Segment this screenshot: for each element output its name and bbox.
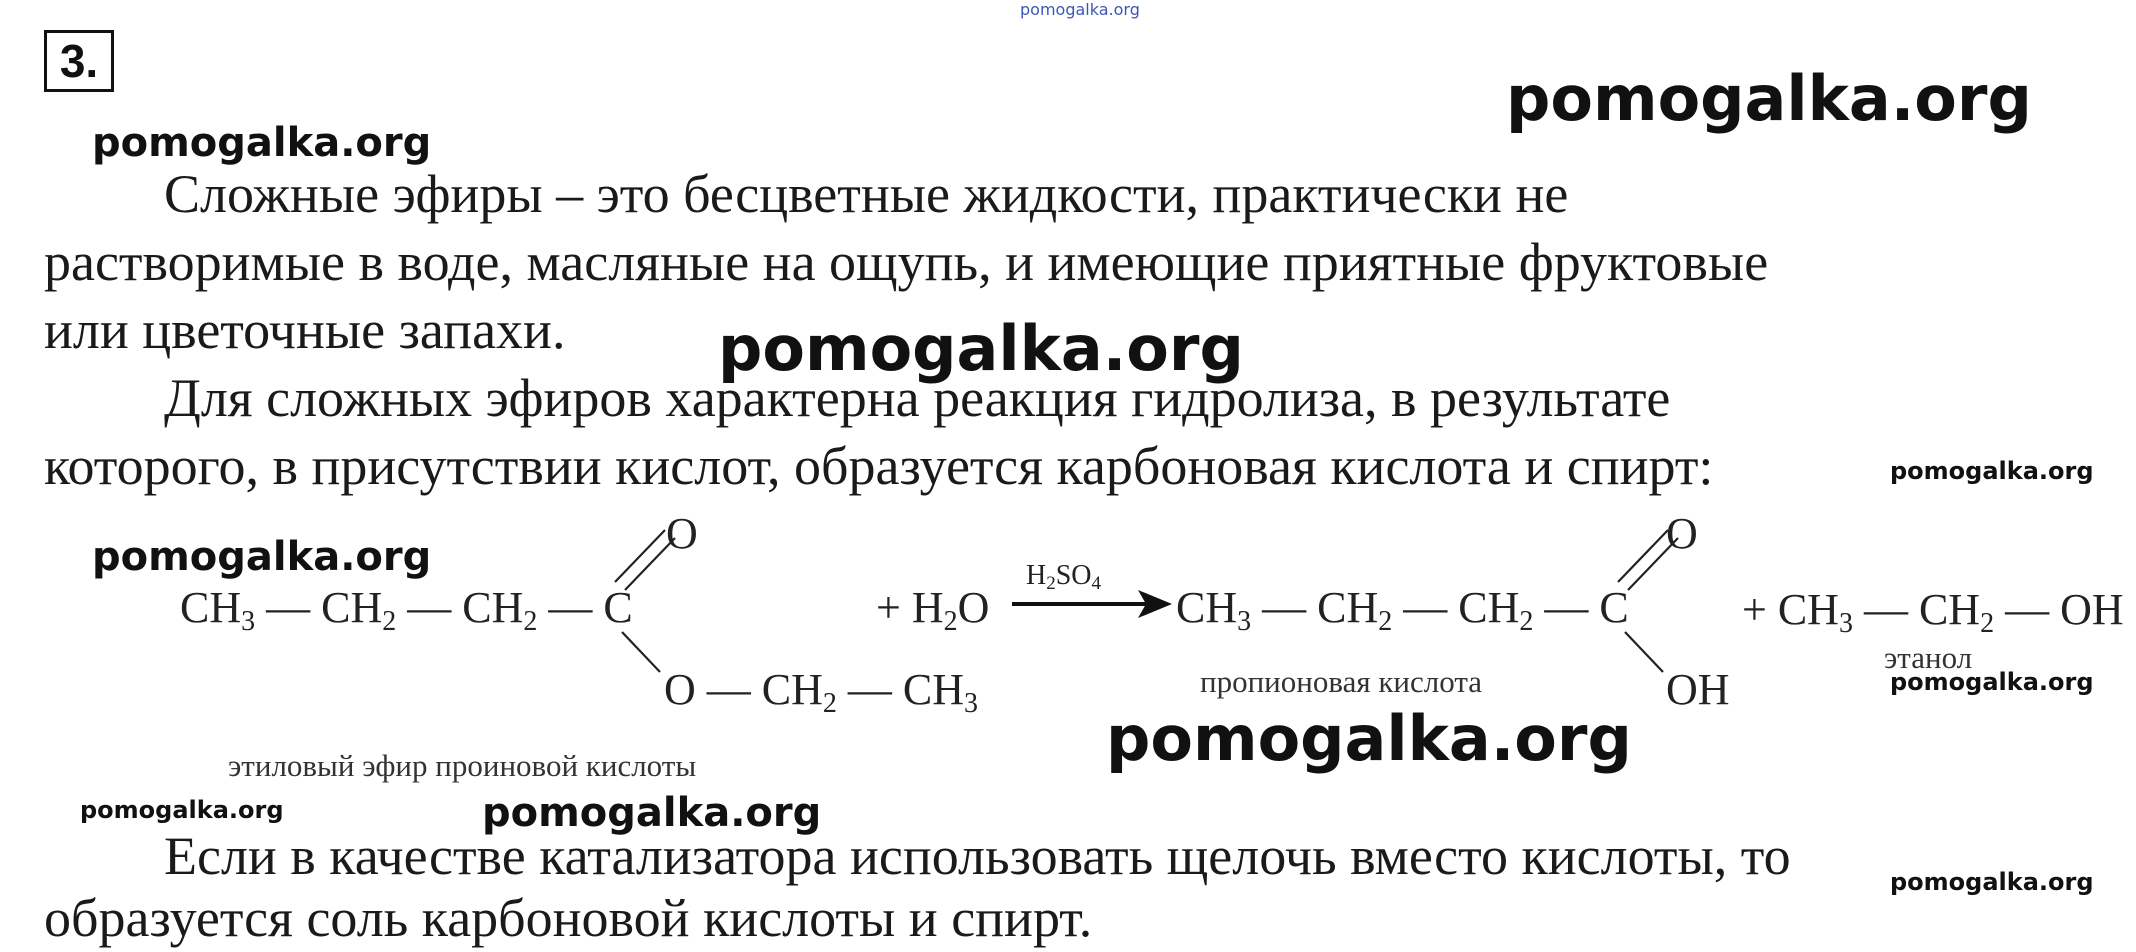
label-ester: этиловый эфир проиновой кислоты <box>228 748 697 783</box>
watermark-center-bottom: pomogalka.org <box>482 790 822 836</box>
watermark-right-1: pomogalka.org <box>1890 457 2094 485</box>
label-ethanol: этанол <box>1884 640 1973 675</box>
reactant-ester-group: O — $CH_2$ — $CH_3$ <box>664 665 979 719</box>
paragraph-3-line-1: Если в качестве катализатора использовать щелочь вместо кислоты, то <box>164 826 1791 886</box>
product-single-bond <box>1625 632 1663 672</box>
reactant-single-bond <box>622 632 660 672</box>
watermark-left-2: pomogalka.org <box>92 534 432 580</box>
watermark-large-top-right: pomogalka.org <box>1506 62 2032 135</box>
paragraph-3-line-2: образуется соль карбоновой кислоты и спирт. <box>44 888 1093 948</box>
watermark-right-2: pomogalka.org <box>1890 668 2094 696</box>
catalyst-label: $H_2SO_4$ <box>1026 560 1102 594</box>
reactant-main-chain: $CH_3$ — $CH_2$ — $CH_2$ — C <box>180 583 633 637</box>
paragraph-2-line-1: Для сложных эфиров характерна реакция гидролиза, в результате <box>164 368 1671 428</box>
second-product: + $CH_3$ — $CH_2$ — OH <box>1742 585 2124 639</box>
watermark-right-3: pomogalka.org <box>1890 868 2094 896</box>
paragraph-1-line-3: или цветочные запахи. <box>44 300 566 360</box>
product-carbonyl-oxygen: O <box>1666 509 1698 558</box>
reactant-carbonyl-oxygen: O <box>666 509 698 558</box>
watermark-left-3: pomogalka.org <box>80 796 284 824</box>
problem-number: 3. <box>44 30 114 92</box>
paragraph-1-line-1: Сложные эфиры – это бесцветные жидкости, практически не <box>164 164 1569 224</box>
product-hydroxyl: OH <box>1666 665 1730 714</box>
watermark-top: pomogalka.org <box>1020 0 1140 19</box>
paragraph-2-line-2: которого, в присутствии кислот, образуется карбоновая кислота и спирт: <box>44 436 1714 496</box>
watermark-large-center: pomogalka.org <box>718 312 1244 385</box>
paragraph-1-line-2: растворимые в воде, масляные на ощупь, и имеющие приятные фруктовые <box>44 232 1769 292</box>
label-propionic-acid: пропионовая кислота <box>1200 664 1483 699</box>
watermark-large-bottom: pomogalka.org <box>1106 702 1632 775</box>
water-reagent: + $H_2O$ <box>876 583 990 637</box>
product-main-chain: $CH_3$ — $CH_2$ — $CH_2$ — C <box>1176 583 1629 637</box>
watermark-left-1: pomogalka.org <box>92 120 432 166</box>
